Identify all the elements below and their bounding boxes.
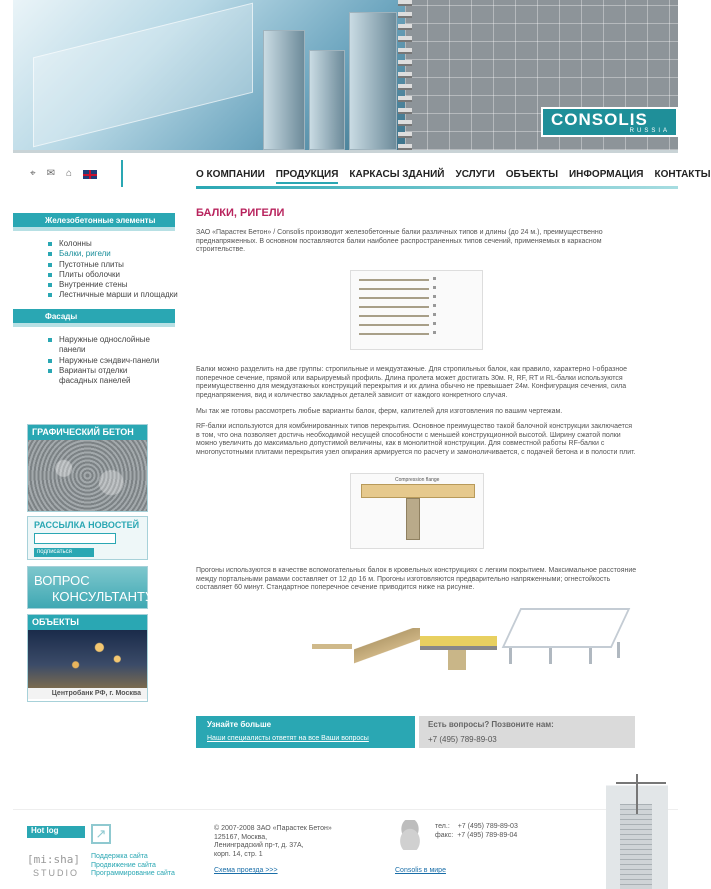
consultant-line2: КОНСУЛЬТАНТУ: [52, 589, 154, 604]
sidebar-heading-shadow: [13, 323, 175, 327]
contact-phone: +7 (495) 789-89-03: [428, 735, 497, 744]
intro-paragraph: ЗАО «Парастек Бетон» / Consolis производит железобетонные балки различных типов и длины (до 24 м.), преимущественно преднапряженных. В основном поставляются балки наиболее распространенных типов сечений, применяемых в каркасном строительстве.: [196, 229, 603, 254]
nav-products[interactable]: ПРОДУКЦИЯ: [276, 169, 339, 184]
newsletter-email-input[interactable]: [34, 533, 116, 544]
frame-figure: [501, 590, 631, 670]
custom-paragraph: Мы так же готовы рассмотреть любые варианты балок, ферм, капителей для изготовления по вашим чертежам.: [196, 408, 563, 415]
purlin-figure-3: [420, 636, 497, 674]
nav-services[interactable]: УСЛУГИ: [455, 169, 495, 180]
sidebar-heading-concrete[interactable]: Железобетонные элементы: [13, 213, 175, 227]
groups-paragraph: Балки можно разделить на две группы: стропильные и междуэтажные. Для стропильных балок, как правило, характерно I-образное поперечное сечение, прямой или варьируемый профиль. Длина пролета может достигать 30м. R, RF, RT и RL-балки используются преимущественно для междуэтажных конструкций перекрытия и их длина обычно не превышает 24м. Конфигурация сечения, сила преднапряжения, вид и количество закладных деталей зависит от каждого конкретного случая.: [196, 366, 628, 399]
hotlog-counter[interactable]: Hot log: [27, 826, 85, 838]
external-link-icon[interactable]: ↗: [91, 824, 111, 844]
studio-link-promotion[interactable]: Продвижение сайта: [91, 861, 156, 869]
building-crane-image: [606, 774, 668, 889]
sidebar-item-beams[interactable]: Балки, ригели: [48, 249, 178, 259]
company-address: [214, 825, 332, 859]
studio-link-support[interactable]: Поддержка сайта: [91, 853, 148, 860]
mail-icon[interactable]: ✉: [46, 168, 56, 179]
consultant-banner[interactable]: [27, 566, 154, 609]
blueprint-sheet: [33, 3, 253, 148]
building-shape: [263, 30, 305, 150]
fax-label: факс:: [435, 831, 454, 839]
studio-logo-top[interactable]: [mi:sha]: [27, 853, 80, 866]
consolis-world-link[interactable]: Consolis в мире: [395, 867, 446, 874]
subscribe-button[interactable]: подписаться: [34, 548, 94, 557]
address-line3: корп. 14, стр. 1: [214, 850, 263, 858]
tel-number: +7 (495) 789-89-03: [457, 823, 518, 830]
beams-types-figure: [350, 270, 483, 350]
consolis-logo[interactable]: [541, 107, 678, 137]
nav-frames[interactable]: КАРКАСЫ ЗДАНИЙ: [349, 169, 445, 180]
sidebar-item-stairs[interactable]: Лестничные марши и площадки: [48, 290, 178, 300]
questions-title: Есть вопросы? Позвоните нам:: [428, 720, 554, 729]
objects-title: ОБЪЕКТЫ: [28, 615, 147, 630]
newsletter-title: РАССЫЛКА НОВОСТЕЙ: [34, 520, 140, 530]
sidebar-item-single-layer-panels[interactable]: Наружные однослойные панели: [48, 335, 166, 356]
tel-label: тел.:: [435, 823, 450, 830]
header-architecture-image: [13, 0, 405, 150]
sidebar-item-hollow-slabs[interactable]: Пустотные плиты: [48, 260, 178, 270]
graphic-concrete-banner[interactable]: [27, 424, 148, 512]
main-nav: [196, 169, 711, 184]
address-line1: 125167, Москва,: [214, 833, 268, 841]
copyright: © 2007-2008 ЗАО «Парастек Бетон»: [214, 825, 332, 832]
sidebar-heading-shadow: [13, 227, 175, 231]
sidebar-item-sandwich-panels[interactable]: Наружные сэндвич-панели: [48, 356, 166, 366]
sidebar-list-concrete: [48, 239, 178, 301]
phone-icon: [393, 820, 427, 850]
central-bank-photo: [28, 630, 147, 688]
learn-more-box: [196, 716, 415, 748]
nav-objects[interactable]: ОБЪЕКТЫ: [505, 169, 558, 180]
nav-information[interactable]: ИНФОРМАЦИЯ: [568, 169, 644, 180]
newsletter-banner: [27, 516, 148, 560]
learn-more-title: Узнайте больше: [207, 720, 272, 729]
logo-subtext: RUSSIA: [629, 128, 670, 134]
sidebar-item-columns[interactable]: Колонны: [48, 239, 178, 249]
sidebar-heading-facades[interactable]: Фасады: [13, 309, 175, 323]
sidebar-list-facades: [48, 335, 166, 386]
utility-divider: [121, 160, 123, 187]
header-divider: [13, 150, 678, 153]
purlin-figure-1: [312, 628, 356, 664]
purlin-figure-2: [354, 628, 420, 674]
objects-banner[interactable]: [27, 614, 148, 702]
building-shape: [349, 12, 397, 150]
address-line2: Ленинградский пр-т, д. 37А,: [214, 842, 304, 850]
sidebar-item-shell-slabs[interactable]: Плиты оболочки: [48, 270, 178, 280]
rf-beam-figure: [350, 473, 484, 549]
nav-underline: [196, 186, 678, 189]
utility-icons: [30, 168, 97, 179]
objects-caption: Центробанк РФ, г. Москва: [28, 688, 147, 699]
sidebar-item-inner-walls[interactable]: Внутренние стены: [48, 280, 178, 290]
home-icon[interactable]: ⌂: [66, 168, 73, 179]
questions-box: [419, 716, 635, 748]
building-shape: [309, 50, 345, 150]
nav-contacts[interactable]: КОНТАКТЫ: [654, 169, 711, 180]
footer-divider: [13, 809, 678, 810]
consultant-line1: ВОПРОС: [34, 573, 90, 588]
sitemap-icon[interactable]: ⌖: [30, 168, 36, 179]
specialists-link[interactable]: Наши специалисты ответят на все Ваши вопросы: [207, 735, 369, 742]
studio-link-programming[interactable]: Программирование сайта: [91, 870, 175, 878]
map-link[interactable]: Схема проезда >>>: [214, 867, 278, 874]
spiral-binding: [398, 0, 412, 150]
header-banner: [13, 0, 678, 150]
compression-flange-label: Compression flange: [395, 477, 440, 483]
logo-text: CONSOLIS: [551, 110, 648, 129]
studio-links: [91, 853, 175, 879]
banner-title: ГРАФИЧЕСКИЙ БЕТОН: [28, 425, 147, 440]
sidebar-item-facade-finishes[interactable]: Варианты отделки фасадных панелей: [48, 366, 166, 387]
page-title: БАЛКИ, РИГЕЛИ: [196, 207, 285, 219]
graphic-concrete-texture: [28, 440, 147, 511]
purlins-paragraph: Прогоны используются в качестве вспомогательных балок в кровельных конструкциях с легким покрытием. Максимальное расстояние между портальными рамами составляет от 12 до 16 м. Прогоны изготовляются предварительно напряженными; огнестойкость составляет 60 минут. Стандартное поперечное сечение приводится ниже на рисунке.: [196, 567, 637, 592]
phone-fax-block: [435, 823, 518, 840]
nav-about[interactable]: О КОМПАНИИ: [196, 169, 265, 180]
studio-logo-bottom: STUDIO: [33, 868, 80, 878]
rf-beams-paragraph: RF-балки используются для комбинированных типов перекрытия. Основное преимущество такой балочной конструкции заключается в том, что она позволяет достичь необходимой несущей способности с меньшей конструкционной высотой. Ширину сжатой полки можно увеличить до максимально допустимой величины, как в монолитной конструкции. Для совместной работы RF-балки с многопустотными плитами перекрытия узел опирания армируется по расчету и замоноличивается, с подачей бетона и в полости плит.: [196, 423, 636, 456]
english-flag-icon[interactable]: [83, 170, 97, 179]
fax-number: +7 (495) 789-89-04: [457, 831, 518, 839]
